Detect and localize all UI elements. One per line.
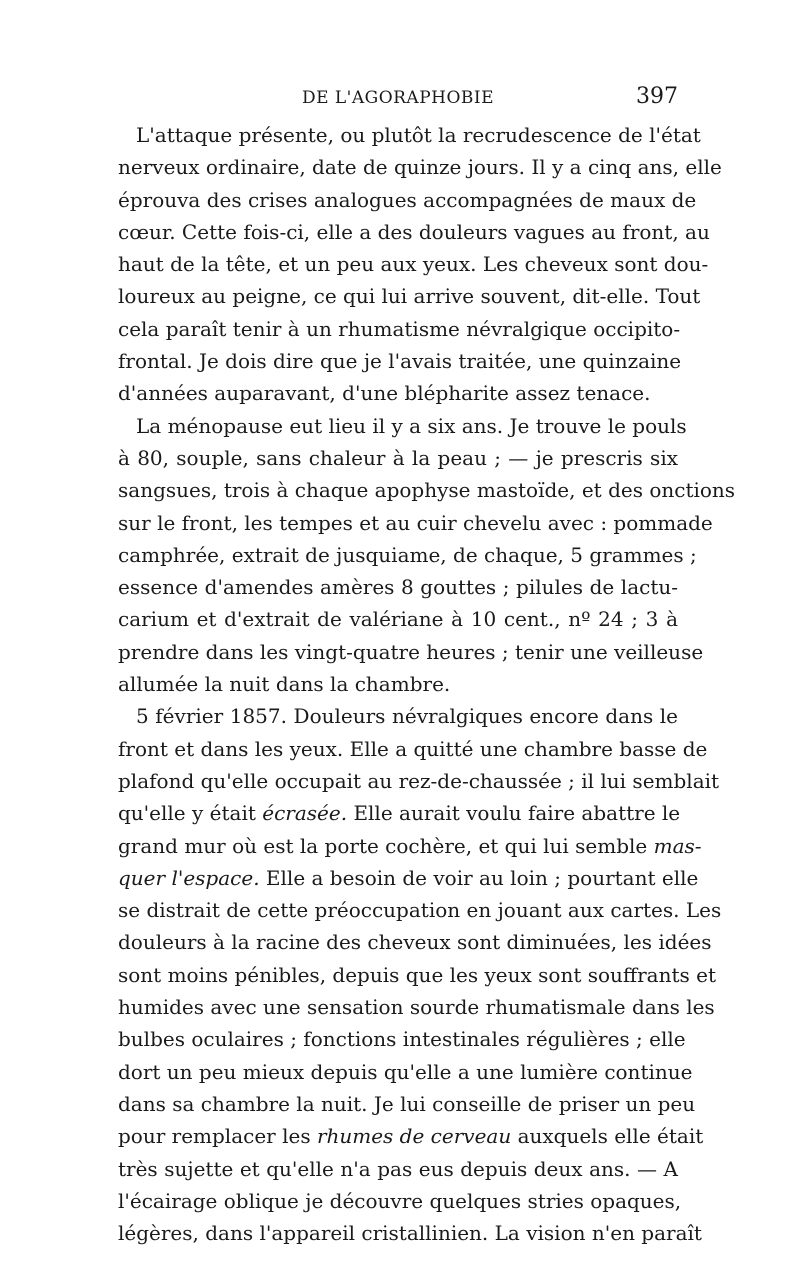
italic-phrase: quer l'espace. [118,865,260,890]
italic-phrase: rhumes de cerveau [316,1124,512,1149]
text-segment: Elle aurait voulu faire abattre le [353,801,681,826]
text-line: nerveux ordinaire, date de quinze jours. Il y a cinq ans, elle [118,155,722,180]
text-line: sangsues, trois à chaque apophyse mastoïde, et des onctions [118,478,736,503]
text-line: plafond qu'elle occupait au rez-de-chaussée ; il lui semblait [118,768,720,793]
text-segment: qu'elle y était [118,801,256,826]
text-line: dans sa chambre la nuit. Je lui conseille de priser un peu [118,1091,696,1116]
text-segment: Elle a besoin de voir au loin ; pourtant elle [265,865,699,890]
text-line [118,862,699,894]
body-text [118,119,736,1249]
text-line: légères, dans l'appareil cristallinien. La vision n'en paraît [118,1221,702,1246]
text-line: essence d'amendes amères 8 gouttes ; pilules de lactu- [118,575,678,600]
text-line: 5 février 1857. Douleurs névralgiques encore dans le [136,704,678,729]
text-line: dort un peu mieux depuis qu'elle a une lumière continue [118,1059,693,1084]
text-line [118,1120,704,1152]
text-segment: pour remplacer les [118,1124,311,1149]
text-line [118,797,681,829]
text-line: à 80, souple, sans chaleur à la peau ; — je prescris six [118,445,678,470]
text-line: front et dans les yeux. Elle a quitté une chambre basse de [118,736,708,761]
text-segment: auxquels elle était [517,1124,704,1149]
text-line: camphrée, extrait de jusquiame, de chaque, 5 grammes ; [118,542,697,567]
text-line: frontal. Je dois dire que je l'avais traitée, une quinzaine [118,349,682,374]
text-line: éprouva des crises analogues accompagnées de maux de [118,187,697,212]
text-line: L'attaque présente, ou plutôt la recrudescence de l'état [136,123,701,147]
text-line: très sujette et qu'elle n'a pas eus depuis deux ans. — A [118,1156,678,1181]
text-line: cœur. Cette fois-ci, elle a des douleurs vagues au front, au [118,219,710,244]
page-header [118,84,678,118]
text-segment: grand mur où est la porte cochère, et qui lui semble [118,833,648,858]
text-line: sont moins pénibles, depuis que les yeux sont souffrants et [118,962,717,987]
text-line: loureux au peigne, ce qui lui arrive souvent, dit-elle. Tout [118,284,701,309]
text-line: l'écairage oblique je découvre quelques stries opaques, [118,1188,682,1213]
text-line: d'années auparavant, d'une blépharite assez tenace. [118,381,651,406]
text-line: douleurs à la racine des cheveux sont diminuées, les idées [118,930,712,955]
text-line: haut de la tête, et un peu aux yeux. Les cheveux sont dou- [118,252,709,277]
text-line [118,830,702,862]
text-line: prendre dans les vingt-quatre heures ; tenir une veilleuse [118,639,704,664]
italic-phrase: mas- [653,833,702,858]
text-line: allumée la nuit dans la chambre. [118,672,451,697]
running-title: DE L'AGORAPHOBIE [301,88,495,108]
text-line: bulbes oculaires ; fonctions intestinales régulières ; elle [118,1027,686,1052]
text-line: cela paraît tenir à un rhumatisme névralgique occipito- [118,316,681,341]
text-line: La ménopause eut lieu il y a six ans. Je trouve le pouls [136,413,687,438]
page-number: 397 [636,84,678,109]
text-line: sur le front, les tempes et au cuir chevelu avec : pommade [118,510,713,535]
italic-phrase: écrasée. [262,801,348,826]
text-line: se distrait de cette préoccupation en jouant aux cartes. Les [118,898,722,923]
text-line: carium et d'extrait de valériane à 10 cent., nº 24 ; 3 à [118,607,678,632]
text-line: humides avec une sensation sourde rhumatismale dans les [118,995,715,1020]
